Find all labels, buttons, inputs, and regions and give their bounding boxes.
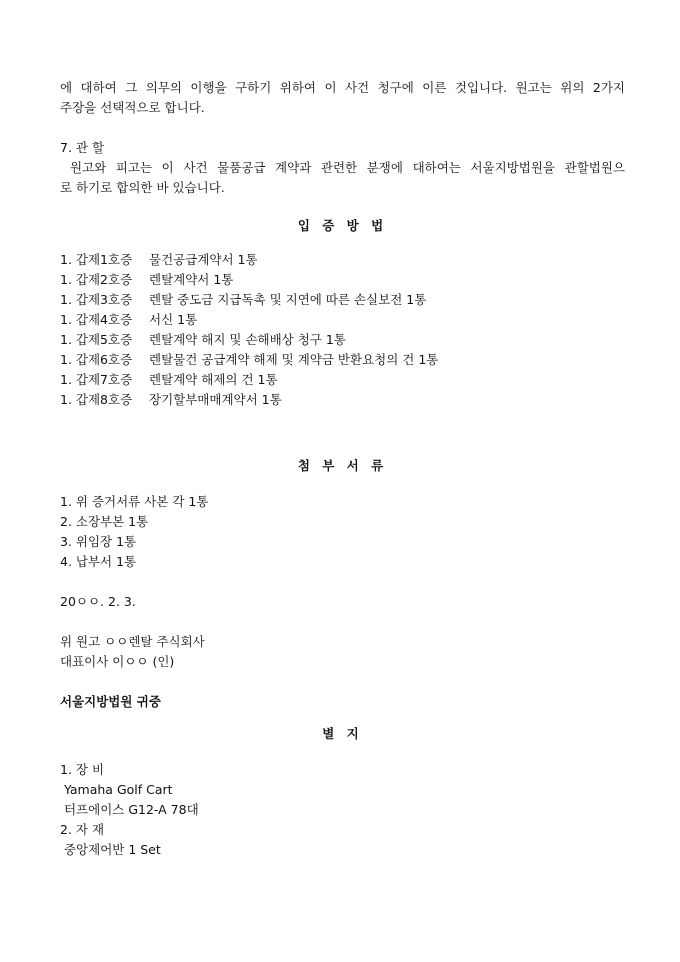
evidence-desc: 렌탈 중도금 지급독촉 및 지연에 따른 손실보전 1통: [149, 292, 427, 307]
evidence-desc: 물건공급계약서 1통: [149, 252, 258, 267]
evidence-code: 1. 갑제5호증: [60, 332, 133, 347]
court-addressee: 서울지방법원 귀중: [60, 694, 161, 709]
annex-line: 2. 자 재: [60, 822, 105, 837]
intro-line-1: 에 대하여 그 의무의 이행을 구하기 위하여 이 사건 청구에 이른 것입니다. 원고는 위의 2가지: [60, 80, 625, 95]
attachments-list: [60, 492, 625, 572]
list-item: [60, 330, 625, 350]
jurisdiction-line-2: 로 하기로 합의한 바 있습니다.: [60, 180, 225, 195]
evidence-desc: 장기할부매매계약서 1통: [149, 392, 282, 407]
evidence-code: 1. 갑제4호증: [60, 312, 133, 327]
list-item: 1. 위 증거서류 사본 각 1통: [60, 494, 209, 509]
evidence-desc: 렌탈물건 공급계약 해제 및 계약금 반환요청의 건 1통: [149, 352, 439, 367]
list-item: [60, 310, 625, 330]
document-page: [60, 78, 625, 860]
annex-list: [60, 760, 625, 860]
annex-line: 중앙제어반 1 Set: [60, 842, 161, 857]
list-item: [60, 250, 625, 270]
list-item: [60, 350, 625, 370]
list-item: [60, 290, 625, 310]
jurisdiction-line-1: 원고와 피고는 이 사건 물품공급 계약과 관련한 분쟁에 대하여는 서울지방법원을 관할법원으: [70, 160, 625, 175]
evidence-title: 입 증 방 법: [297, 218, 388, 233]
list-item: 3. 위임장 1통: [60, 534, 137, 549]
list-item: [60, 370, 625, 390]
document-date: 20ㅇㅇ. 2. 3.: [60, 594, 136, 609]
intro-line-2: 주장을 선택적으로 합니다.: [60, 100, 205, 115]
plaintiff-line-2: 대표이사 이ㅇㅇ (인): [60, 654, 175, 669]
attachments-title: 첨 부 서 류: [297, 458, 388, 473]
evidence-desc: 렌탈계약서 1통: [149, 272, 234, 287]
evidence-code: 1. 갑제7호증: [60, 372, 133, 387]
list-item: [60, 270, 625, 290]
annex-title: 별 지: [322, 726, 363, 741]
annex-line: 1. 장 비: [60, 762, 105, 777]
list-item: 4. 납부서 1통: [60, 554, 137, 569]
evidence-list: [60, 250, 625, 410]
evidence-code: 1. 갑제1호증: [60, 252, 133, 267]
list-item: [60, 390, 625, 410]
evidence-code: 1. 갑제2호증: [60, 272, 133, 287]
plaintiff-line-1: 위 원고 ㅇㅇ렌탈 주식회사: [60, 634, 205, 649]
evidence-code: 1. 갑제6호증: [60, 352, 133, 367]
jurisdiction-heading: 7. 관 할: [60, 140, 105, 155]
evidence-desc: 렌탈계약 해지 및 손해배상 청구 1통: [149, 332, 346, 347]
list-item: 2. 소장부본 1통: [60, 514, 149, 529]
annex-line: 터프에이스 G12-A 78대: [60, 802, 199, 817]
evidence-desc: 렌탈계약 해제의 건 1통: [149, 372, 278, 387]
annex-line: Yamaha Golf Cart: [60, 782, 173, 797]
evidence-code: 1. 갑제3호증: [60, 292, 133, 307]
evidence-code: 1. 갑제8호증: [60, 392, 133, 407]
evidence-desc: 서신 1통: [149, 312, 198, 327]
